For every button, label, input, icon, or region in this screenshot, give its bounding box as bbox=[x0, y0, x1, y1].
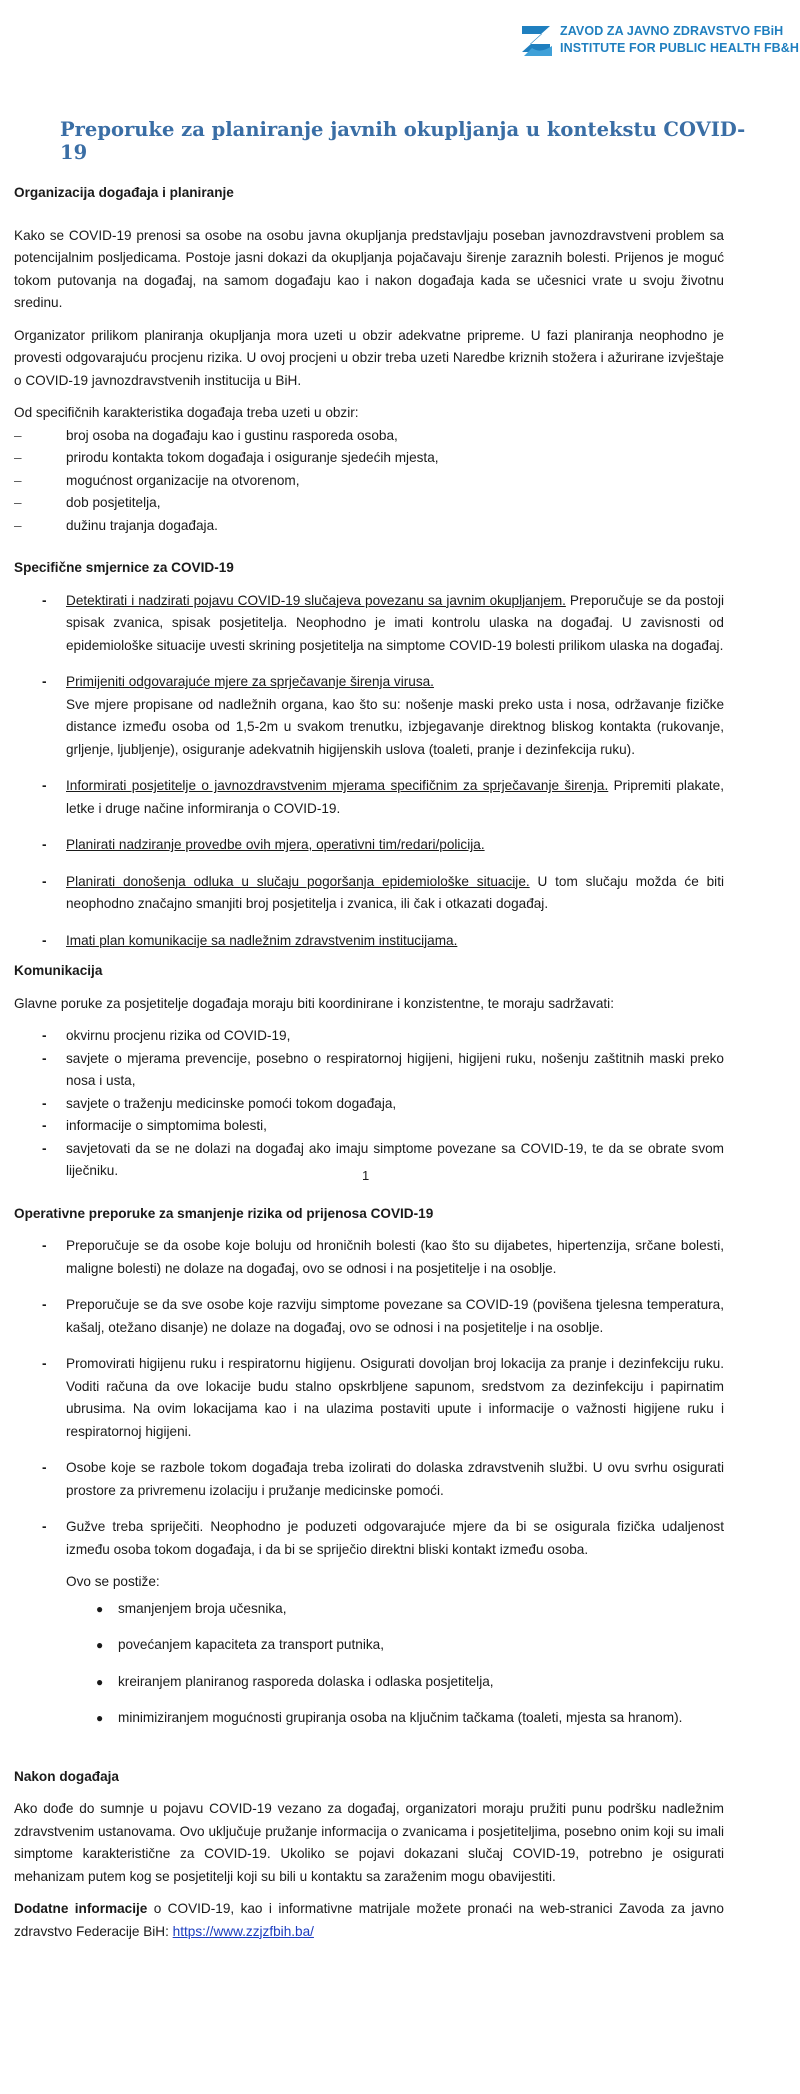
paragraph: Ako dođe do sumnje u pojavu COVID-19 vezano za događaj, organizatori moraju pružiti punu podršku nadležnim zdravstvenim ustanovama. Ovo uključuje pružanje informacija o zvanicama i posjetiteljima, posebno onim koji su imali simptome karakteristične za COVID-19. Ukoliko se pojavi dokazani slučaj COVID-19, potrebno je osigurati mehanizam putem kog se posjetitelji koji su bili u kontaktu sa zaraženim mogu obavijestiti. bbox=[14, 1801, 724, 1884]
list-item: - Gužve treba spriječiti. Neophodno je poduzeti odgovarajuće mjere da bi se osigurala fizička udaljenost između osoba tokom događaja, i da bi se spriječio direktni bliski kontakt između osoba. Ovo se postiže: ● smanjenjem broja učesnika, ● povećanjem kapaciteta za transport putnika, ● kreiranjem planiranog rasporeda dolaska i odlaska posjetitelja, ● minimiziranjem mogućnosti grupiranja osoba na ključnim tačkama (toaleti, mjesta sa hranom). bbox=[14, 1516, 724, 1730]
operational-list bbox=[14, 1235, 724, 1730]
guidelines-list bbox=[14, 590, 724, 953]
institute-logo bbox=[520, 22, 800, 60]
list-item: - Primijeniti odgovarajuće mjere za sprječavanje širenja virusa. Sve mjere propisane od nadležnih organa, kao što su: nošenje maski preko usta i nosa, održavanje fizičke distance između osoba od 1,5-2m u svakom trenutku, izbjegavanje direktnog bliskog kontakta (rukovanje, grljenje, ljubljenje), osiguranje adekvatnih higijenskih uslova (toaleti, pranje i dezinfekcija ruku). bbox=[42, 674, 724, 757]
list-item: – dob posjetitelja, bbox=[14, 495, 161, 510]
list-item: - okvirnu procjenu rizika od COVID-19, bbox=[42, 1028, 291, 1043]
list-item: - Informirati posjetitelje o javnozdravstvenim mjerama specifičnim za sprječavanje širenja. Pripremiti plakate, letke i druge načine informiranja o COVID-19. bbox=[42, 778, 724, 816]
sub-bullet-list bbox=[66, 1598, 724, 1730]
list-item: - savjetovati da se ne dolazi na događaj ako imaju simptome povezane sa COVID-19, te da se obrate svom liječniku. bbox=[42, 1140, 724, 1178]
list-item: - Planirati donošenja odluka u slučaju pogoršanja epidemiološke situacije. U tom slučaju možda će biti neophodno značajno smanjiti broj posjetitelja i zvanica, ili čak i otkazati događaj. bbox=[42, 873, 724, 911]
list-item: – dužinu trajanja događaja. bbox=[14, 517, 218, 533]
list-item: - Promovirati higijenu ruku i respiratornu higijenu. Osigurati dovoljan broj lokacija za pranje i dezinfekciju ruku. Voditi računa da ove lokacije budu stalno opskrbljene sapunom, sredstvom za dezinfekciju i papirnatim ubrusima. Na ovim lokacijama kao i na ulazima postaviti upute i informacije o važnosti higijene ruku i respiratornoj higijeni. bbox=[42, 1356, 724, 1439]
paragraph: Organizator prilikom planiranja okupljanja mora uzeti u obzir adekvatne pripreme. U fazi planiranja neophodno je provesti odgovarajuću procjenu rizika. U ovoj procjeni u obzir treba uzeti Naredbe kriznih stožera i ažurirane izvještaje o COVID-19 javnozdravstvenih institucija u BiH. bbox=[14, 327, 724, 388]
section-heading-organizacija: Organizacija događaja i planiranje bbox=[14, 185, 234, 200]
paragraph: Glavne poruke za posjetitelje događaja moraju biti koordinirane i konzistentne, te moraju sadržavati: bbox=[14, 995, 614, 1011]
communication-list bbox=[14, 1025, 724, 1183]
list-item: - savjete o mjerama prevencije, posebno o respiratornoj higijeni, higijeni ruku, nošenju zaštitnih maski preko nosa i usta, bbox=[42, 1050, 724, 1088]
list-item: – broj osoba na događaju kao i gustinu rasporeda osoba, bbox=[14, 427, 398, 443]
institute-emblem-icon bbox=[520, 22, 554, 58]
bullet-item: ● minimiziranjem mogućnosti grupiranja osoba na ključnim tačkama (toaleti, mjesta sa hranom). bbox=[96, 1710, 683, 1725]
logo-text-local: ZAVOD ZA JAVNO ZDRAVSTVO FBiH bbox=[560, 24, 784, 38]
section-heading-komunikacija: Komunikacija bbox=[14, 963, 103, 978]
website-link[interactable]: https://www.zzjzfbih.ba/ bbox=[172, 1923, 314, 1939]
section-heading-smjernice: Specifične smjernice za COVID-19 bbox=[14, 560, 234, 575]
list-item: - informacije o simptomima bolesti, bbox=[42, 1118, 267, 1133]
paragraph: Od specifičnih karakteristika događaja treba uzeti u obzir: bbox=[14, 405, 359, 420]
paragraph-additional-info: Dodatne informacije o COVID-19, kao i informativne matrijale možete pronaći na web-stranici Zavoda za javno zdravstvo Federacije BiH: https://www.zzjzfbih.ba/ bbox=[14, 1901, 724, 1939]
bullet-item: ● smanjenjem broja učesnika, bbox=[96, 1600, 287, 1616]
list-item: - Imati plan komunikacije sa nadležnim zdravstvenim institucijama. bbox=[42, 932, 458, 948]
list-item: - Preporučuje se da osobe koje boluju od hroničnih bolesti (kao što su dijabetes, hipertenzija, srčane bolesti, maligne bolesti) ne dolaze na događaj, ovo se odnosi i na posjetitelje i na osoblje. bbox=[42, 1238, 724, 1276]
page-number: 1 bbox=[362, 1168, 370, 1183]
characteristics-list bbox=[14, 425, 724, 538]
list-item: – prirodu kontakta tokom događaja i osiguranje sjedećih mjesta, bbox=[14, 450, 439, 465]
document-body bbox=[14, 182, 724, 1953]
bullet-item: ● kreiranjem planiranog rasporeda dolaska i odlaska posjetitelja, bbox=[96, 1673, 494, 1689]
section-heading-operativne: Operativne preporuke za smanjenje rizika od prijenosa COVID-19 bbox=[14, 1205, 434, 1221]
list-item: - Osobe koje se razbole tokom događaja treba izolirati do dolaska zdravstvenih službi. U ovu svrhu osigurati prostore za privremenu izolaciju i pružanje medicinske pomoći. bbox=[42, 1460, 724, 1498]
list-item: - Planirati nadziranje provedbe ovih mjera, operativni tim/redari/policija. bbox=[42, 837, 485, 852]
sub-intro: Ovo se postiže: bbox=[66, 1574, 160, 1589]
list-item: – mogućnost organizacije na otvorenom, bbox=[14, 472, 300, 488]
paragraph: Kako se COVID-19 prenosi sa osobe na osobu javna okupljanja predstavljaju poseban javnozdravstveni problem sa potencijalnim posljedicama. Postoje jasni dokazi da okupljanja pojačavaju širenje zaraznih bolesti. Prijenos je moguć tokom putovanja na događaj, na samom događaju kao i nakon događaja kada se učesnici vrate u svoju životnu sredinu. bbox=[14, 227, 724, 310]
section-heading-nakon: Nakon događaja bbox=[14, 1768, 119, 1784]
page-title: Preporuke za planiranje javnih okupljanja u kontekstu COVID-19 bbox=[60, 118, 746, 164]
list-item: - savjete o traženju medicinske pomoći tokom događaja, bbox=[42, 1095, 397, 1111]
bullet-item: ● povećanjem kapaciteta za transport putnika, bbox=[96, 1637, 384, 1652]
logo-text-english: INSTITUTE FOR PUBLIC HEALTH FB&H bbox=[560, 41, 800, 55]
list-item: - Detektirati i nadzirati pojavu COVID-19 slučajeva povezanu sa javnim okupljanjem. Preporučuje se da postoji spisak zvanica, spisak posjetitelja. Neophodno je imati kontrolu ulaska na događaj. U zavisnosti od epidemiološke situacije uvesti skrining posjetitelja na simptome COVID-19 bolesti prilikom ulaska na događaj. bbox=[42, 592, 724, 653]
list-item: - Preporučuje se da sve osobe koje razviju simptome povezane sa COVID-19 (povišena tjelesna temperatura, kašalj, otežano disanje) ne dolaze na događaj, ovo se odnosi i na posjetitelje i na osoblje. bbox=[42, 1297, 724, 1335]
